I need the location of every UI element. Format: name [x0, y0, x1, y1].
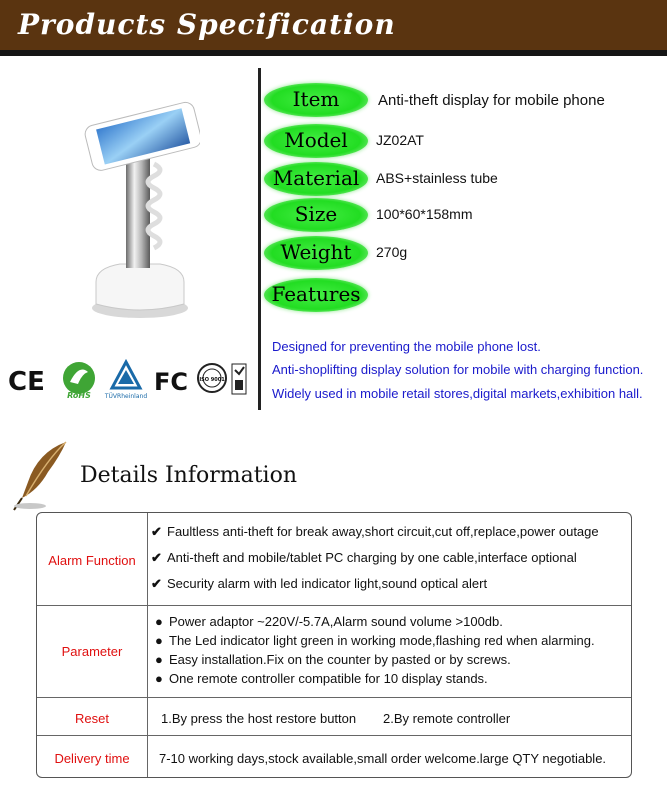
bullet-icon: ●: [155, 652, 163, 667]
list-item: ✔ Anti-theft and mobile/tablet PC charging by one cable,interface optional: [151, 550, 577, 565]
feature-line: Widely used in mobile retail stores,digital markets,exhibition hall.: [272, 386, 643, 401]
list-item: ● Easy installation.Fix on the counter by pasted or by screws.: [155, 652, 511, 667]
list-item: ● Power adaptor ~220V/-5.7A,Alarm sound volume >100db.: [155, 614, 503, 629]
reset-option: 2.By remote controller: [383, 711, 511, 726]
bullet-icon: ●: [155, 633, 163, 648]
list-item: ● The Led indicator light green in working mode,flashing red when alarming.: [155, 633, 595, 648]
spec-label: Item: [292, 87, 340, 111]
bullet-icon: ●: [155, 671, 163, 686]
spec-value: 270g: [376, 244, 408, 260]
spec-label: Features: [271, 282, 361, 306]
spec-label: Material: [272, 166, 360, 190]
svg-text:RoHS: RoHS: [67, 391, 91, 400]
list-item: ✔ Faultless anti-theft for break away,short circuit,cut off,replace,power outage: [151, 524, 599, 539]
ce-logo: CE: [8, 367, 45, 397]
row-label: Delivery time: [54, 751, 130, 766]
details-title: Details Information: [80, 463, 298, 488]
table-row-alarm-function: [37, 513, 631, 605]
list-item: ● One remote controller compatible for 10 display stands.: [155, 671, 488, 686]
details-table: [36, 512, 632, 778]
fc-logo: FC: [154, 368, 189, 396]
product-image: [80, 92, 200, 322]
page-title: Products Specification: [18, 8, 396, 41]
checkmark-icon: ✔: [151, 576, 162, 591]
spec-label: Model: [284, 128, 348, 152]
svg-text:TÜVRheinland: TÜVRheinland: [104, 393, 148, 400]
row-label: Parameter: [61, 644, 123, 659]
bullet-icon: ●: [155, 614, 163, 629]
tuv-logo: [104, 362, 147, 400]
table-row-reset: [37, 697, 631, 736]
table-row-parameter: [37, 605, 631, 698]
reset-option: 1.By press the host restore button: [161, 711, 357, 726]
row-label: Alarm Function: [48, 553, 136, 568]
svg-text:ISO 9001: ISO 9001: [199, 377, 225, 383]
rohs-logo: [63, 362, 95, 400]
spec-value: 100*60*158mm: [376, 206, 473, 222]
spec-label: Weight: [280, 240, 352, 264]
certification-logos: [8, 356, 248, 402]
checkmark-icon: ✔: [151, 550, 162, 565]
spec-value: JZ02AT: [376, 132, 424, 148]
feature-line: Anti-shoplifting display solution for mobile with charging function.: [272, 362, 644, 377]
vertical-divider: [258, 68, 261, 410]
iso-logo: [198, 364, 226, 392]
spec-value: Anti-theft display for mobile phone: [378, 92, 605, 109]
row-label: Reset: [75, 711, 109, 726]
checkmark-icon: ✔: [151, 524, 162, 539]
table-row-delivery-time: [37, 735, 631, 778]
quill-icon: [8, 438, 74, 512]
ukas-logo: [232, 364, 246, 394]
header-divider: [0, 50, 667, 56]
spec-value: ABS+stainless tube: [376, 170, 498, 186]
spec-label: Size: [294, 202, 338, 226]
feature-line: Designed for preventing the mobile phone lost.: [272, 339, 541, 354]
delivery-text: 7-10 working days,stock available,small order welcome.large QTY negotiable.: [159, 751, 607, 766]
list-item: ✔ Security alarm with led indicator light,sound optical alert: [151, 576, 488, 591]
